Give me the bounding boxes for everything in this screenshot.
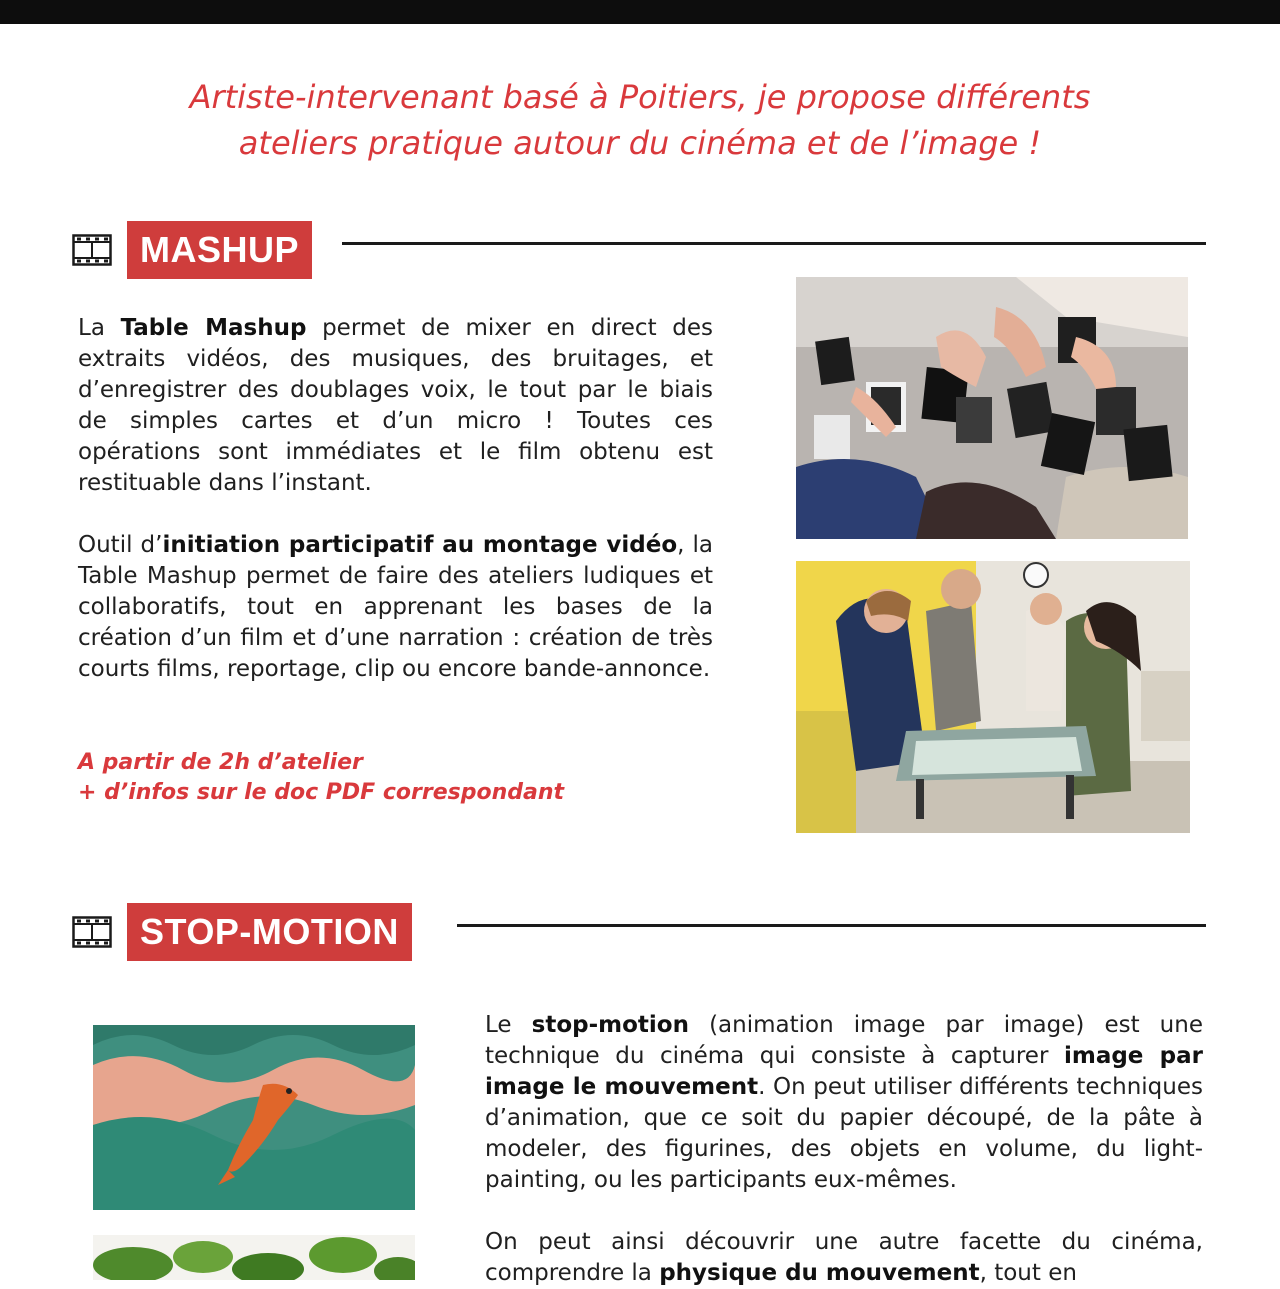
text-run: On peut ainsi découvrir une autre facette du cinéma, comprendre la: [485, 1229, 1203, 1286]
mashup-paragraph-2: [78, 530, 713, 685]
stopmotion-paper-photo: [93, 1025, 415, 1210]
text-run: La: [78, 315, 121, 341]
intro-line-1: Artiste-intervenant basé à Poitiers, je propose différents: [189, 78, 1091, 116]
text-run: Le: [485, 1012, 532, 1038]
stopmotion-paragraph-1: [485, 1010, 1203, 1196]
mashup-note: [78, 748, 564, 808]
film-strip-icon: [72, 234, 112, 266]
text-run: (animation image par image) est une technique du cinéma qui consiste à capturer: [485, 1012, 1203, 1069]
bold-term: image par image le mouvement: [485, 1043, 1203, 1100]
bold-term: initiation participatif au montage vidéo: [162, 532, 678, 558]
top-bar: [0, 0, 1280, 24]
text-run: Outil d’: [78, 532, 163, 558]
film-strip-icon: [72, 916, 112, 948]
mashup-paragraph-1: [78, 313, 713, 499]
stopmotion-section-header: [72, 903, 1206, 961]
text-run: permet de mixer en direct des extraits vidéos, des musiques, des bruitages, et d’enregistrer des doublages voix, le tout par le biais de simples cartes et d’un micro ! Toutes ces opérations sont immédiates et le film obtenu est restituable dans l’instant.: [78, 315, 713, 496]
mashup-cards-photo: [796, 277, 1188, 539]
bold-term: stop-motion: [531, 1012, 689, 1038]
mashup-divider: [342, 242, 1206, 245]
intro-line-2: ateliers pratique autour du cinéma et de l’image !: [238, 124, 1042, 162]
stopmotion-title: STOP-MOTION: [127, 903, 412, 961]
stopmotion-divider: [457, 924, 1206, 927]
note-duration: A partir de 2h d’atelier: [78, 750, 363, 775]
note-more-info: + d’infos sur le doc PDF correspondant: [78, 780, 565, 805]
stopmotion-plant-photo: [93, 1235, 415, 1280]
mashup-workshop-photo: [796, 561, 1190, 833]
mashup-section-header: [72, 221, 1206, 279]
bold-term: Table Mashup: [120, 315, 307, 341]
intro-headline: [60, 74, 1220, 166]
text-run: , tout en: [979, 1260, 1077, 1286]
mashup-title: MASHUP: [127, 221, 312, 279]
bold-term: physique du mouvement: [659, 1260, 980, 1286]
text-run: , la Table Mashup permet de faire des ateliers ludiques et collaboratifs, tout en apprenant les bases de la création d’un film et d’une narration : création de très courts films, reportage, clip ou encore bande-annonce.: [78, 532, 714, 682]
text-run: . On peut utiliser différents techniques d’animation, que ce soit du papier découpé, de la pâte à modeler, des figurines, des objets en volume, du light-painting, ou les participants eux-mêmes.: [485, 1074, 1203, 1193]
